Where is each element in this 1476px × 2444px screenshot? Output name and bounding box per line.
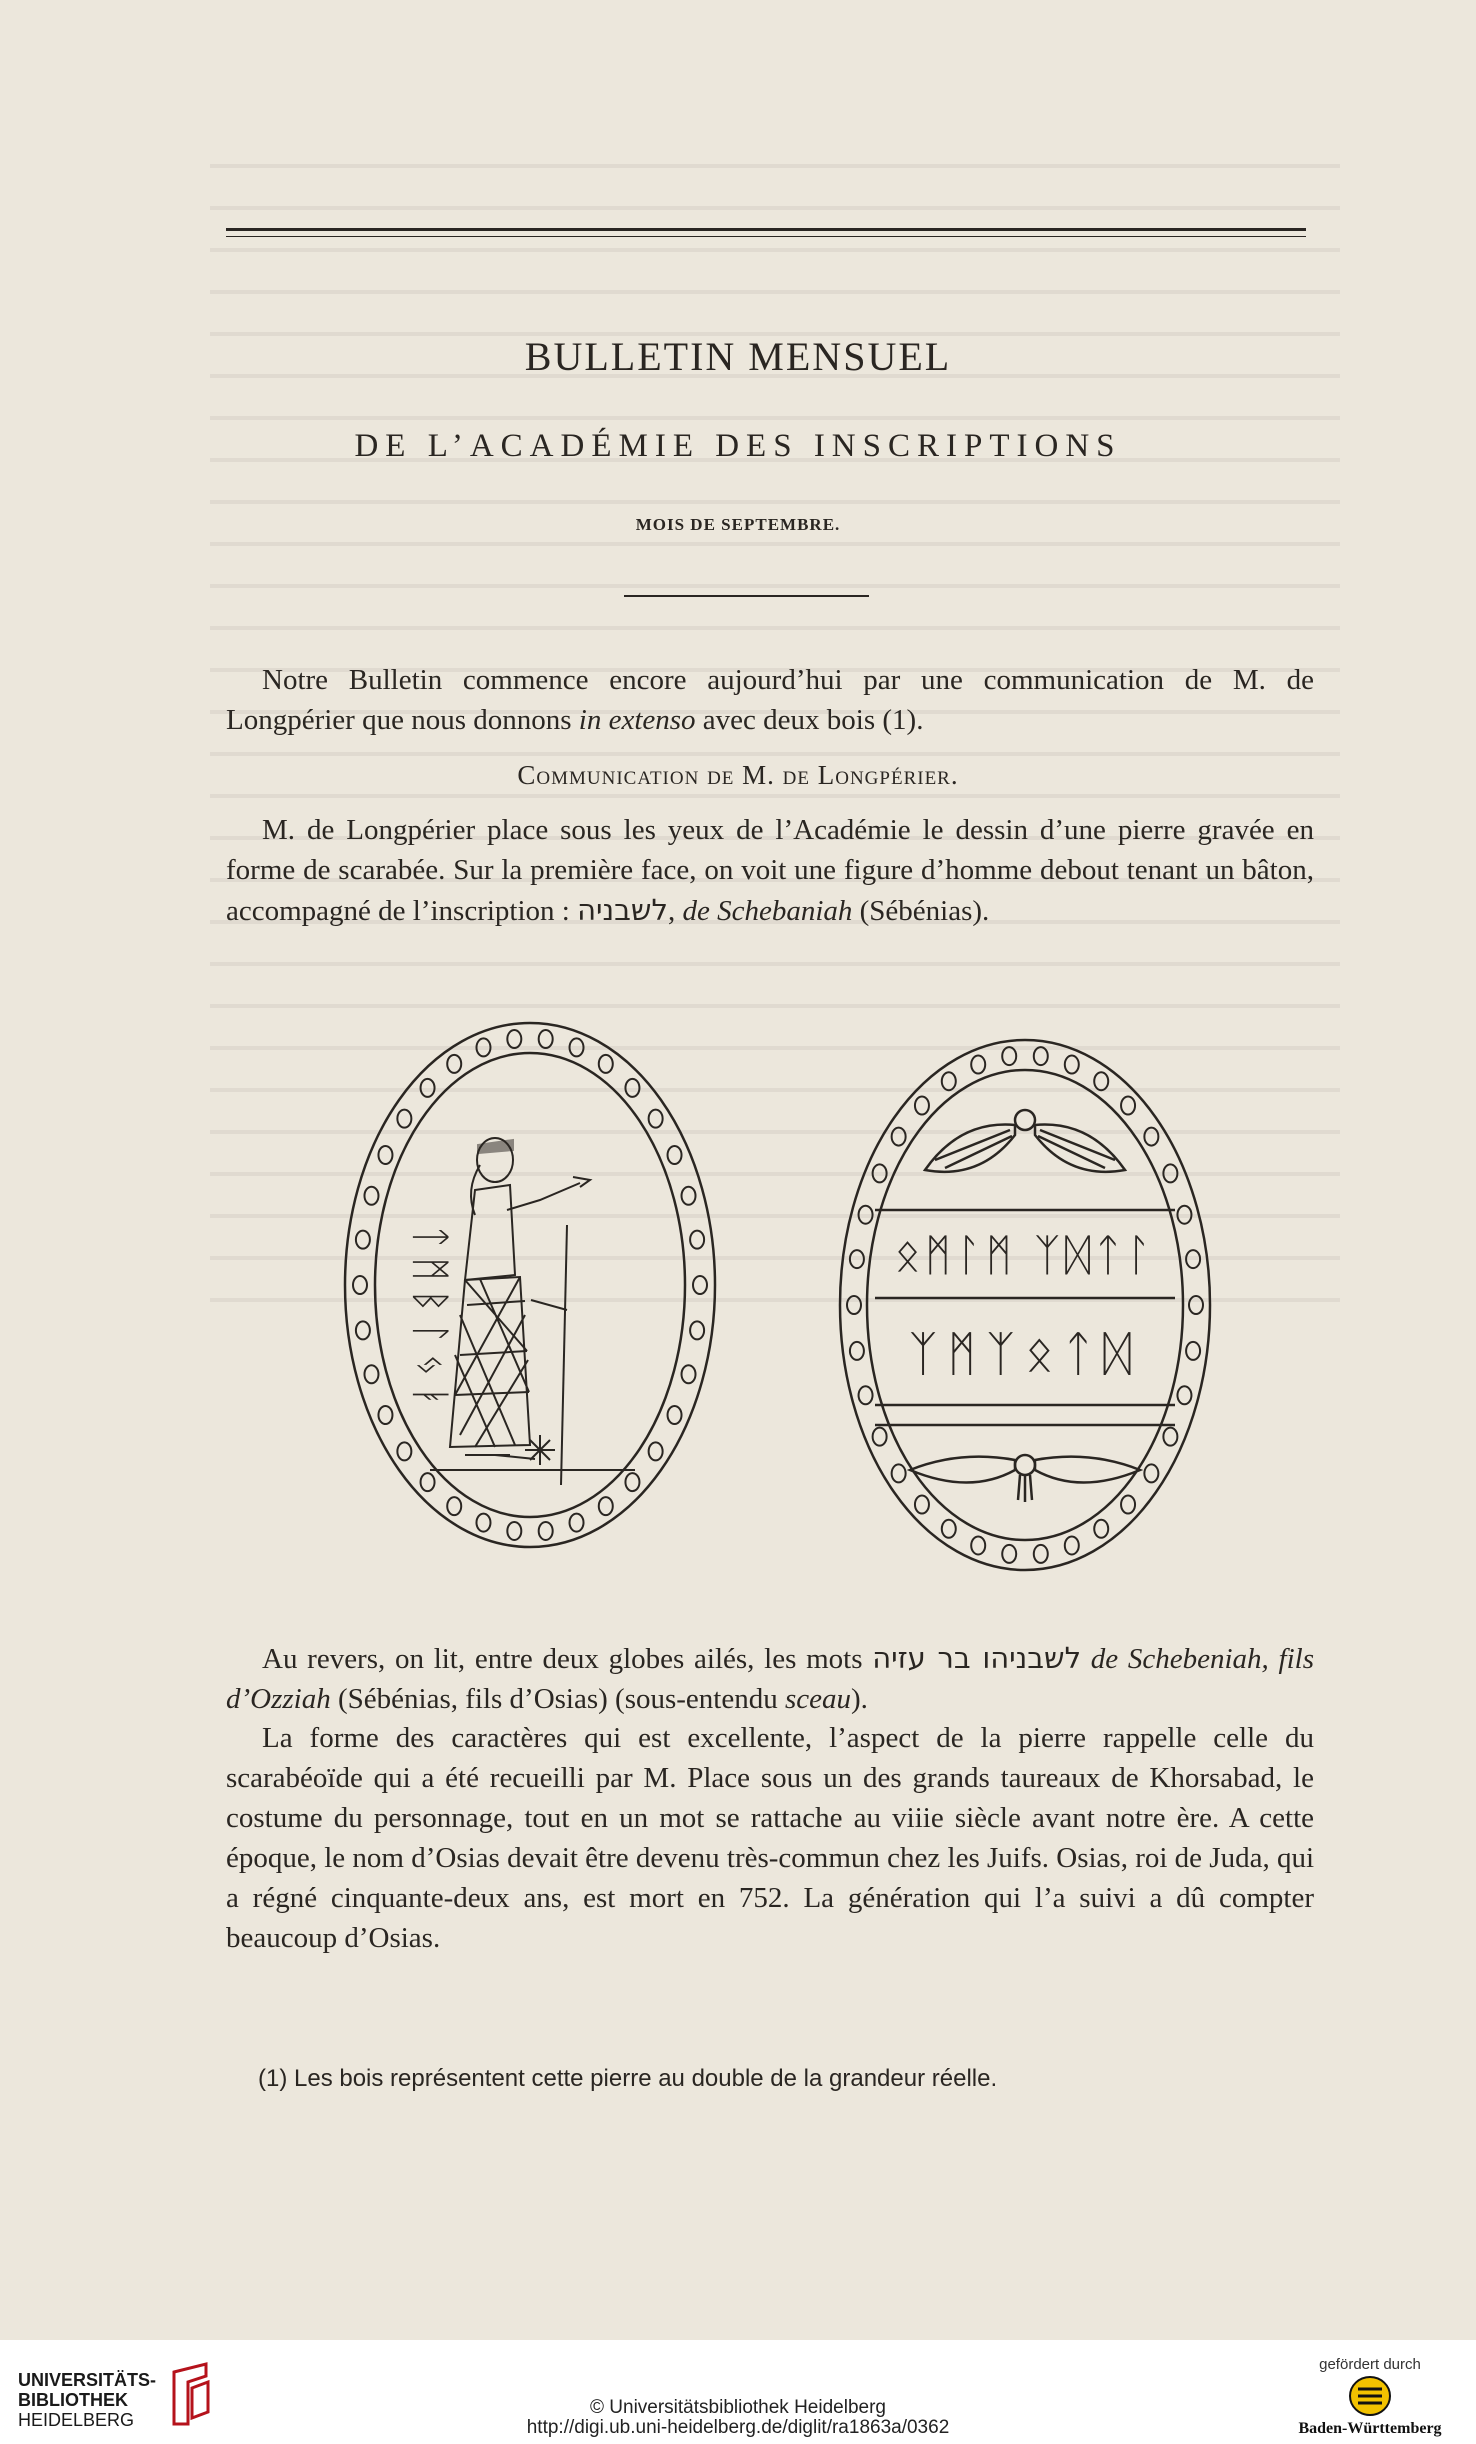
hebrew-inscription: לשבניה [577, 893, 668, 927]
border-ring-bead [690, 1231, 704, 1249]
border-ring-bead [892, 1464, 906, 1482]
border-ring-bead [693, 1276, 707, 1294]
border-ring-bead [397, 1110, 411, 1128]
permalink[interactable]: http://digi.ub.uni-heidelberg.de/diglit/ra1863a/0362 [526, 2417, 950, 2438]
hebrew-inscription-reverse: לשבניהו בר עזיה [872, 1641, 1082, 1675]
state-crest-icon [1348, 2375, 1392, 2417]
border-ring-bead [873, 1164, 887, 1182]
border-ring-bead [847, 1296, 861, 1314]
border-ring-bead [682, 1365, 696, 1383]
bulletin-title: BULLETIN MENSUEL [524, 334, 952, 379]
border-ring-bead [476, 1514, 490, 1532]
border-ring-bead [1094, 1072, 1108, 1090]
copyright-text: © Universitätsbibliothek Heidelberg [590, 2397, 886, 2418]
border-ring-bead [971, 1536, 985, 1554]
border-ring-bead [1163, 1164, 1177, 1182]
sponsor-name: Baden-Württemberg [1298, 2420, 1442, 2437]
border-ring-bead [1002, 1047, 1016, 1065]
border-ring-bead [668, 1146, 682, 1164]
border-ring-bead [421, 1473, 435, 1491]
communication-paragraph: M. de Longpérier place sous les yeux de l’Académie le dessin d’une pierre gravée en forme de scarabée. Sur la première face, on voit une figure d’homme debout tenant un bâton, accompagné de l’inscription : לשבניה, de Schebaniah (Sébénias). [226, 814, 1314, 927]
border-ring-bead [915, 1096, 929, 1114]
border-ring-bead [476, 1038, 490, 1056]
border-ring-bead [1065, 1536, 1079, 1554]
border-ring-bead [859, 1386, 873, 1404]
library-logo[interactable]: UNIVERSITÄTS- BIBLIOTHEK HEIDELBERG [18, 2370, 156, 2430]
border-ring-bead [447, 1055, 461, 1073]
footnote: (1) Les bois représentent cette pierre au double de la grandeur réelle. [258, 2065, 998, 2092]
border-ring-bead [397, 1442, 411, 1460]
border-ring-bead [570, 1038, 584, 1056]
border-ring-bead [668, 1406, 682, 1424]
border-ring-bead [1121, 1096, 1135, 1114]
border-ring-bead [1034, 1047, 1048, 1065]
border-ring-bead [915, 1496, 929, 1514]
border-ring-bead [364, 1187, 378, 1205]
border-ring-bead [1144, 1128, 1158, 1146]
border-ring-bead [539, 1030, 553, 1048]
border-ring-bead [850, 1342, 864, 1360]
border-ring-bead [1002, 1545, 1016, 1563]
border-ring-bead [1177, 1386, 1191, 1404]
border-ring-bead [570, 1514, 584, 1532]
border-ring-bead [1034, 1545, 1048, 1563]
border-ring-bead [649, 1442, 663, 1460]
border-ring-bead [1189, 1296, 1203, 1314]
title-divider [624, 595, 869, 597]
dating-paragraph: La forme des caractères qui est excellente, l’aspect de la pierre rappelle celle du scarabéoïde qui a été recueilli par M. Place sous un des grands taureaux de Khorsabad, le costume du personnage, tout en un mot se rattache au viiie siècle avant notre ère. A cette époque, le nom d’Osias devait être devenu très-commun chez les Juifs. Osias, roi de Juda, qui a régné cinquante-deux ans, est mort en 752. La génération qui l’a suivi a dû compter beaucoup d’Osias. [226, 1722, 1315, 1954]
border-ring-bead [539, 1522, 553, 1540]
border-ring-bead [507, 1522, 521, 1540]
border-ring-bead [1163, 1428, 1177, 1446]
sponsor-label: gefördert durch [1319, 2356, 1421, 2373]
border-ring-bead [859, 1206, 873, 1224]
border-ring-bead [599, 1497, 613, 1515]
border-ring-bead [1065, 1056, 1079, 1074]
border-ring-bead [1094, 1520, 1108, 1538]
border-ring-bead [690, 1321, 704, 1339]
border-ring-bead [1144, 1464, 1158, 1482]
border-ring-bead [625, 1473, 639, 1491]
header-rule-thin [226, 236, 1306, 237]
header-rule-thick [226, 228, 1306, 231]
border-ring-bead [353, 1276, 367, 1294]
month-label: MOIS DE SEPTEMBRE. [635, 515, 841, 534]
academy-subtitle: DE L’ACADÉMIE DES INSCRIPTIONS [354, 428, 1122, 464]
border-ring-bead [682, 1187, 696, 1205]
border-ring-bead [1121, 1496, 1135, 1514]
border-ring-bead [599, 1055, 613, 1073]
border-ring-bead [507, 1030, 521, 1048]
border-ring-bead [378, 1146, 392, 1164]
reverse-paragraph: Au revers, on lit, entre deux globes ailés, les mots לשבניהו בר עזיה de Schebeniah, fils d’Ozziah (Sébénias, fils d’Osias) (sous-entendu sceau). [226, 1641, 1314, 1715]
intro-paragraph: Notre Bulletin commence encore aujourd’hui par une communication de M. de Longpérier que nous donnons in extenso avec deux bois (1). [226, 664, 1314, 736]
seal-reverse-inscription [830, 1030, 1220, 1580]
border-ring-bead [971, 1056, 985, 1074]
border-ring-bead [942, 1520, 956, 1538]
border-ring-bead [649, 1110, 663, 1128]
border-ring-bead [850, 1250, 864, 1268]
border-ring-bead [1186, 1342, 1200, 1360]
border-ring-bead [625, 1079, 639, 1097]
border-ring-bead [421, 1079, 435, 1097]
border-ring-bead [1177, 1206, 1191, 1224]
right-seal-line-2: ᛉᛗᛉᛟᛏᛞ [908, 1326, 1142, 1382]
border-ring-bead [356, 1321, 370, 1339]
border-ring-bead [364, 1365, 378, 1383]
seal-obverse-figure [335, 1015, 725, 1555]
section-heading: Communication de M. de Longpérier. [517, 760, 959, 790]
border-ring-bead [447, 1497, 461, 1515]
copyright-block [0, 2398, 1476, 2438]
left-seal-inscription: ᛏᛗᛒᛚᛃᛓ [407, 1225, 453, 1417]
border-ring-bead [378, 1406, 392, 1424]
border-ring-bead [1186, 1250, 1200, 1268]
border-ring-bead [892, 1128, 906, 1146]
border-ring-bead [942, 1072, 956, 1090]
border-ring-bead [873, 1428, 887, 1446]
border-ring-bead [356, 1231, 370, 1249]
right-seal-line-1: ᛟᛗᛚᛗ ᛉᛞᛏᛚ [894, 1230, 1156, 1281]
